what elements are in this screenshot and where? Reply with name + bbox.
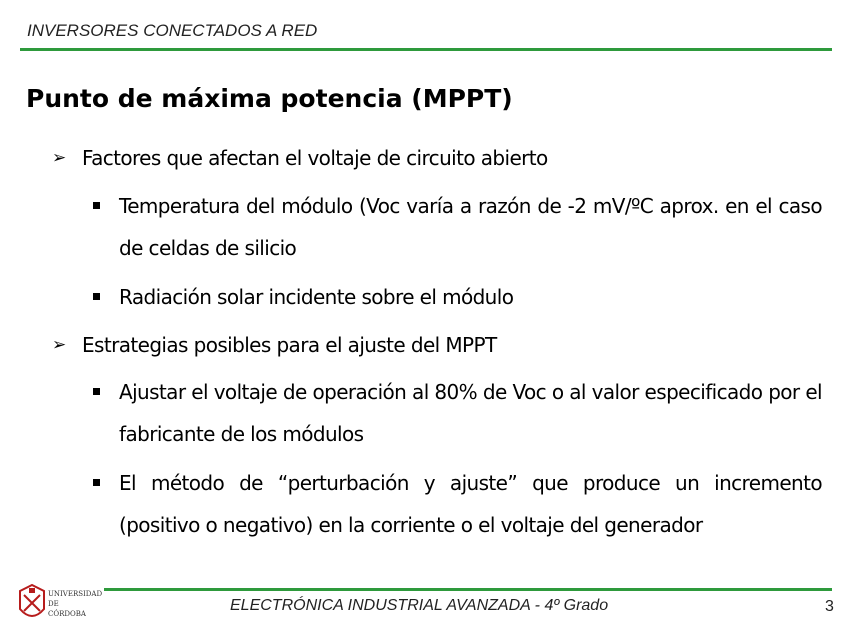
header-divider [20, 48, 832, 51]
university-crest-icon [14, 583, 104, 627]
square-bullet-icon [93, 479, 100, 486]
sub-bullet-1-1-text: Temperatura del módulo (Voc varía a razón de -2 mV/ºC aprox. en el caso de celdas de silicio [119, 194, 822, 260]
page-number: 3 [825, 598, 834, 615]
square-bullet-icon [93, 388, 100, 395]
bullet-2-text: Estrategias posibles para el ajuste del MPPT [82, 333, 497, 357]
slide-title: Punto de máxima potencia (MPPT) [26, 84, 513, 113]
sub-bullet-2-1-text: Ajustar el voltaje de operación al 80% de Voc o al valor especificado por el fabricante de los módulos [119, 380, 822, 446]
bullet-1-text: Factores que afectan el voltaje de circuito abierto [82, 146, 548, 170]
footer-course: ELECTRÓNICA INDUSTRIAL AVANZADA - 4º Grado [230, 597, 609, 614]
sub-bullet-2-2-text: El método de “perturbación y ajuste” que produce un incremento (positivo o negativo) en la corriente o el voltaje del generador [119, 471, 822, 537]
header-title: INVERSORES CONECTADOS A RED [27, 21, 318, 40]
svg-text:DE: DE [48, 600, 59, 608]
svg-text:UNIVERSIDAD: UNIVERSIDAD [48, 590, 103, 598]
footer-divider [104, 588, 832, 591]
university-logo [14, 583, 104, 627]
svg-text:CÓRDOBA: CÓRDOBA [48, 610, 86, 618]
arrow-bullet-icon: ➢ [52, 148, 66, 168]
square-bullet-icon [93, 293, 100, 300]
sub-bullet-1-2-text: Radiación solar incidente sobre el módulo [119, 285, 514, 309]
arrow-bullet-icon: ➢ [52, 335, 66, 355]
square-bullet-icon [93, 202, 100, 209]
